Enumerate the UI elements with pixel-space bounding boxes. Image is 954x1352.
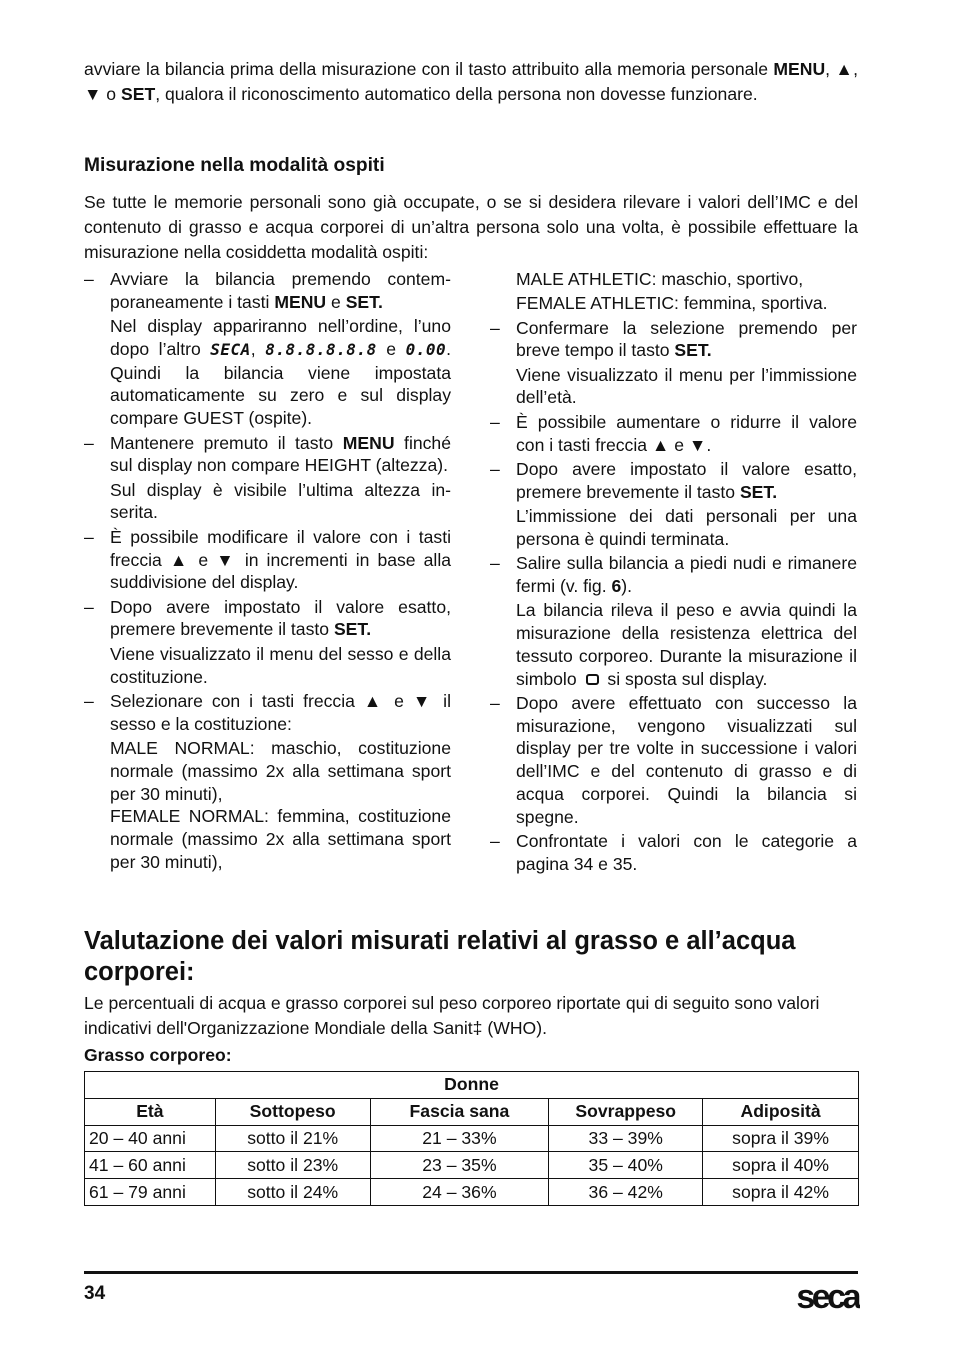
list-dash: –	[490, 458, 500, 479]
figure-reference: 6	[611, 575, 622, 596]
column-header-overweight: Sovrappeso	[549, 1098, 703, 1125]
item-paragraph: FEMALE ATHLETIC: femmina, sportiva.	[516, 293, 828, 314]
arrow-up-icon: ▲	[835, 59, 854, 79]
table-cell: sotto il 21%	[215, 1125, 370, 1152]
menu-key-label: MENU	[274, 291, 327, 312]
column-header-obesity: Adiposità	[703, 1098, 859, 1125]
item-text: Dopo avere effettuato con successo la misurazione, vengono visualizzati sul display per tre volte in successione i valori dell’IMC e del contenuto di grasso e di acqua corporei. Quindi la bilancia si spegne.	[516, 692, 857, 827]
item-text: .	[706, 434, 712, 455]
intro-text: , qualora il riconoscimento automatico della persona non dovesse funzionare.	[155, 84, 758, 104]
arrow-down-icon: ▼	[84, 84, 102, 104]
list-dash: –	[84, 269, 94, 289]
intro-sep: ,	[853, 59, 858, 79]
seca-logo-text: seca	[796, 1278, 858, 1315]
list-item	[490, 830, 857, 876]
table-caption: Grasso corporeo:	[84, 1045, 232, 1065]
item-text: Confermare la selezione premendo per breve tempo il tasto	[516, 317, 857, 361]
item-paragraph: MALE ATHLETIC: maschio, sportivo,	[516, 269, 804, 289]
table-cell: sopra il 42%	[703, 1179, 859, 1206]
item-text: il sesso e la costituzione:	[110, 690, 451, 734]
item-paragraph	[84, 315, 451, 430]
footer-rule	[84, 1271, 858, 1274]
item-paragraph	[490, 599, 857, 690]
item-text: La bilancia rileva il peso e avvia quindi la misurazione della resistenza elettrica del tessuto corporeo. Durante la misurazione il simbolo	[516, 600, 857, 689]
page-number: 34	[84, 1283, 106, 1304]
list-item	[84, 596, 451, 642]
column-header-age: Età	[85, 1098, 216, 1125]
table-cell: 61 – 79 anni	[85, 1179, 216, 1206]
list-dash: –	[84, 596, 94, 617]
item-paragraph: MALE NORMAL: maschio, costituzione normale (massimo 2x alla settimana sport per 30 minuti),	[110, 737, 451, 804]
item-text: e	[669, 434, 689, 455]
item-text: Dopo avere impostato il valore esatto, premere brevemente il tasto	[516, 458, 857, 502]
table-row	[85, 1179, 859, 1206]
list-dash: –	[84, 690, 94, 711]
item-text: finché sul display non compare HEIGHT (altezza).	[110, 432, 452, 476]
evaluation-heading: Valutazione dei valori misurati relativi al grasso e all’acqua corporei:	[84, 927, 796, 986]
list-dash: –	[84, 526, 94, 547]
item-text: È possibile modificare il valore con i tasti freccia	[110, 526, 451, 570]
list-item	[490, 692, 857, 829]
item-text: . Quindi la bilancia viene impostata automaticamente su zero e sul display compare GUEST (ospite).	[110, 338, 451, 429]
list-item	[84, 690, 451, 736]
column-header-underweight: Sottopeso	[215, 1098, 370, 1125]
table-cell: 21 – 33%	[370, 1125, 549, 1152]
table-group-header: Donne	[85, 1072, 859, 1099]
table-header-row	[85, 1098, 859, 1125]
right-column	[490, 268, 857, 876]
item-paragraph: Viene visualizzato il menu del sesso e della costituzione.	[110, 643, 451, 687]
lcd-seca-display: SECA	[210, 339, 251, 359]
item-text: e	[385, 690, 413, 711]
table-cell: 36 – 42%	[549, 1179, 703, 1206]
set-key-label: SET	[120, 84, 156, 104]
table-cell: 20 – 40 anni	[85, 1125, 216, 1152]
intro-text: avviare la bilancia prima della misurazione con il tasto attribuito alla memoria personale	[84, 59, 774, 79]
arrow-down-icon: ▼	[216, 549, 237, 570]
list-item	[84, 268, 451, 314]
table-row	[85, 1152, 859, 1179]
table-group-row	[85, 1072, 859, 1099]
menu-key-label: MENU	[342, 432, 395, 453]
intro-paragraph	[84, 57, 858, 107]
arrow-down-icon: ▼	[688, 434, 707, 455]
left-column	[84, 268, 451, 874]
list-item	[84, 526, 451, 594]
measurement-symbol-icon	[586, 674, 599, 685]
table-cell: sopra il 39%	[703, 1125, 859, 1152]
item-text: in incrementi in base alla suddivisione del display.	[110, 549, 452, 593]
item-paragraph: Sul display è visibile l’ultima altezza inserita.	[110, 479, 451, 523]
list-item	[490, 411, 857, 457]
list-dash: –	[490, 831, 500, 852]
item-text: si sposta sul display.	[602, 668, 768, 689]
menu-key-label: MENU	[773, 59, 826, 79]
set-key-label: SET.	[345, 291, 383, 312]
seca-logo	[772, 1271, 860, 1315]
intro-sep: ,	[825, 59, 836, 79]
item-paragraph: FEMALE NORMAL: femmina, costituzione normale (massimo 2x alla settimana sport per 30 minuti),	[110, 806, 451, 872]
table-cell: 23 – 35%	[370, 1152, 549, 1179]
item-paragraph: Viene visualizzato il menu per l’immissione dell’età.	[516, 364, 857, 408]
arrow-down-icon: ▼	[412, 690, 435, 711]
list-dash: –	[490, 411, 500, 432]
set-key-label: SET.	[674, 340, 712, 361]
table-cell: 41 – 60 anni	[85, 1152, 216, 1179]
guest-mode-intro: Se tutte le memorie personali sono già occupate, o se si desidera rilevare i valori dell’IMC e del contenuto di grasso e acqua corporei di un’altra persona solo una volta, è possibile effettuare la misurazione nella cosiddetta modalità ospiti:	[84, 192, 858, 262]
table-row	[85, 1125, 859, 1152]
list-item	[84, 432, 451, 478]
lcd-test-display: 8.8.8.8.8.8	[265, 339, 377, 359]
arrow-up-icon: ▲	[651, 434, 670, 455]
set-key-label: SET.	[739, 481, 778, 502]
table-cell: 35 – 40%	[549, 1152, 703, 1179]
list-dash: –	[490, 317, 500, 338]
item-text: Mantenere premuto il tasto	[110, 432, 343, 453]
list-dash: –	[84, 432, 94, 453]
column-header-healthy: Fascia sana	[370, 1098, 549, 1125]
item-text: Avviare la bilancia premendo contemporaneamente i tasti	[110, 269, 451, 312]
guest-mode-heading: Misurazione nella modalità ospiti	[84, 155, 385, 176]
table-cell: sotto il 23%	[215, 1152, 370, 1179]
item-text: Nel display appariranno nell’ordine, l’uno dopo l’altro	[110, 316, 451, 359]
item-text: Confrontate i valori con le categorie a pagina 34 e 35.	[516, 831, 857, 874]
list-dash: –	[490, 553, 500, 574]
lcd-zero-display: 0.00	[405, 339, 447, 359]
item-paragraph: L’immissione dei dati personali per una persona è quindi terminata.	[516, 505, 857, 549]
list-item	[490, 458, 857, 504]
table-cell: 24 – 36%	[370, 1179, 549, 1206]
arrow-up-icon: ▲	[169, 549, 191, 570]
list-item	[490, 317, 857, 363]
table-cell: sopra il 40%	[703, 1152, 859, 1179]
item-text: e	[326, 291, 346, 312]
item-text: e	[190, 549, 217, 570]
arrow-up-icon: ▲	[363, 690, 386, 711]
evaluation-text: Le percentuali di acqua e grasso corporei sul peso corporeo riportate qui di seguito sono valori indicativi dell'Organizzazione Mondiale della Sanit‡ (WHO).	[84, 993, 820, 1038]
list-item	[490, 552, 857, 598]
item-text: ,	[250, 338, 266, 359]
table-cell: sotto il 24%	[215, 1179, 370, 1206]
item-text: Dopo avere impostato il valore esatto, premere brevemente il tasto	[110, 596, 451, 640]
table-cell: 33 – 39%	[549, 1125, 703, 1152]
item-text: e	[376, 338, 406, 359]
item-text: È possibile aumentare o ridurre il valore con i tasti freccia	[516, 411, 857, 455]
intro-or: o	[101, 84, 121, 104]
item-text: ).	[621, 575, 633, 596]
body-fat-table	[84, 1071, 859, 1206]
list-dash: –	[490, 692, 500, 713]
item-text: Selezionare con i tasti freccia	[110, 690, 364, 711]
set-key-label: SET.	[333, 619, 372, 640]
item-text: Salire sulla bilancia a piedi nudi e rimanere fermi (v. fig.	[516, 553, 857, 596]
